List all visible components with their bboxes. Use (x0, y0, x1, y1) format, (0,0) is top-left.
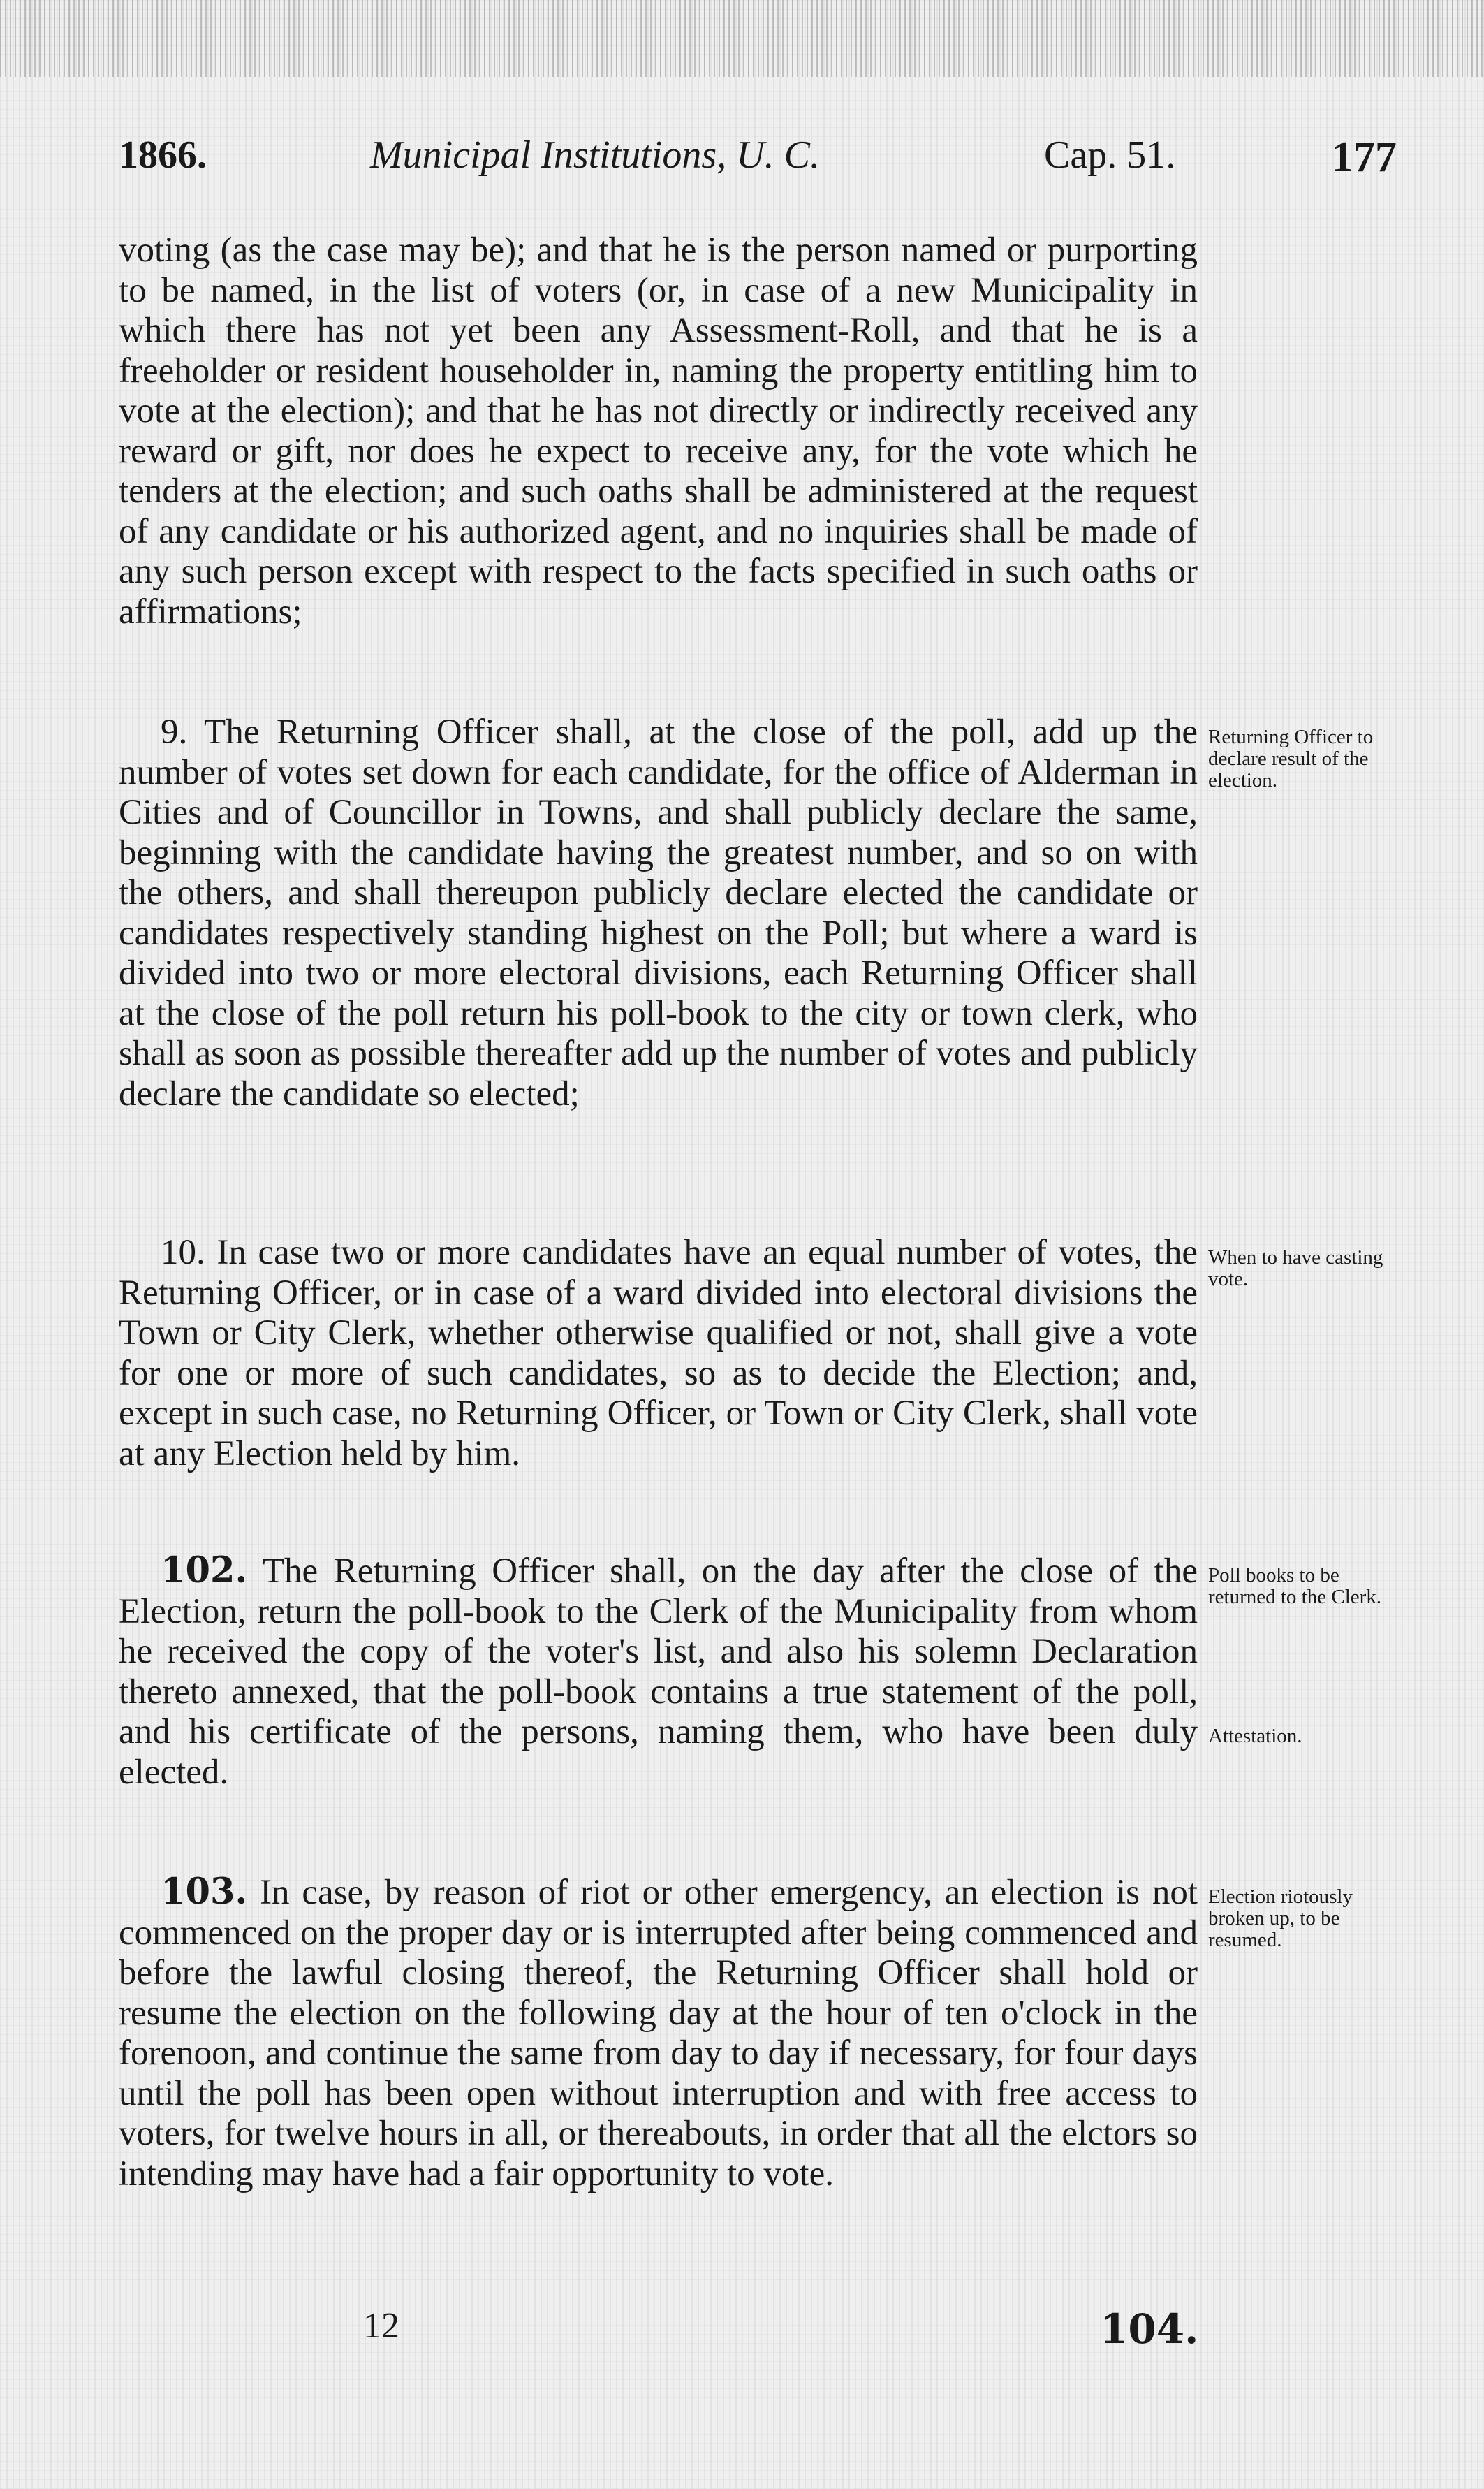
section-text: The Returning Officer shall, at the close of the poll, add up the number of votes set down for each candidate, for the office of Alderman in Cities and of Councillor in Towns, and shall publicly declare the same, beginning with the candidate having the greatest number, and so on with the others, and shall thereupon publicly declare elected the candidate or candidates respectively standing highest on the Poll; but where a ward is divided into two or more electoral divisions, each Returning Officer shall at the close of the poll return his poll-book to the city or town clerk, who shall as soon as possible thereafter add up the number of votes and publicly declare the candidate so elected; (119, 713, 1198, 1114)
catchword: 104. (1100, 2305, 1199, 2353)
section-number: 103. (161, 1871, 248, 1913)
header-chapter: Cap. 51. (1044, 133, 1176, 177)
section-10 (119, 1233, 1198, 1474)
section-103 (119, 1872, 1198, 2194)
section-102 (119, 1551, 1198, 1793)
page-footer (0, 2305, 1484, 2361)
signature-mark: 12 (363, 2306, 399, 2346)
section-9 (119, 713, 1198, 1114)
section-text: The Returning Officer shall, on the day after the close of the Election, return the poll-book to the Clerk of the Municipality from whom he received the copy of the voter's list, and also his solemn Declaration thereto annexed, that the poll-book contains a true statement of the poll, and his certificate of the persons, naming them, who have been duly elected. (119, 1552, 1198, 1792)
running-header (119, 133, 1397, 196)
header-title: Municipal Institutions, U. C. (370, 133, 820, 177)
margin-note-attestation: Attestation. (1208, 1725, 1302, 1747)
margin-note-poll-books: Poll books to be returned to the Clerk. (1208, 1564, 1382, 1608)
section-text: In case, by reason of riot or other emergency, an election is not commenced on the proper day or is interrupted after being commenced and before the lawful closing thereof, the Returning Officer shall hold or resume the election on the following day at the hour of ten o'clock in the forenoon, and continue the same from day to day if necessary, for four days until the poll has been open without interruption and with free access to voters, for twelve hours in all, or thereabouts, in order that all the elctors so intending may have had a fair opportunity to vote. (119, 1873, 1198, 2194)
header-page-number: 177 (1332, 133, 1397, 181)
section-number: 10. (161, 1233, 205, 1272)
header-year: 1866. (119, 133, 207, 177)
margin-note-election-resumed: Election riotously broken up, to be resumed. (1208, 1885, 1353, 1951)
margin-note-returning-officer: Returning Officer to declare result of the election. (1208, 726, 1374, 791)
scan-noise-band (0, 0, 1484, 77)
section-number: 102. (161, 1549, 248, 1591)
section-text: In case two or more candidates have an equal number of votes, the Returning Officer, or in case of a ward divided into electoral divisions the Town or City Clerk, whether otherwise qualified or not, shall give a vote for one or more of such candidates, so as to decide the Election; and, except in such case, no Returning Officer, or Town or City Clerk, shall vote at any Election held by him. (119, 1233, 1198, 1473)
paragraph-continued (119, 231, 1198, 632)
paragraph-text: voting (as the case may be); and that he is the person named or purporting to be named, in the list of voters (or, in case of a new Municipality in which there has not yet been any Assessment-Roll, and that he is a freeholder or resident householder in, naming the property entitling him to vote at the election); and that he has not directly or indirectly received any reward or gift, nor does he expect to receive any, for the vote which he tenders at the election; and such oaths shall be administered at the request of any candidate or his authorized agent, and no inquiries shall be made of any such person except with respect to the facts specified in such oaths or affirmations; (119, 231, 1198, 632)
margin-note-casting-vote: When to have casting vote. (1208, 1246, 1383, 1290)
section-number: 9. (161, 713, 188, 752)
